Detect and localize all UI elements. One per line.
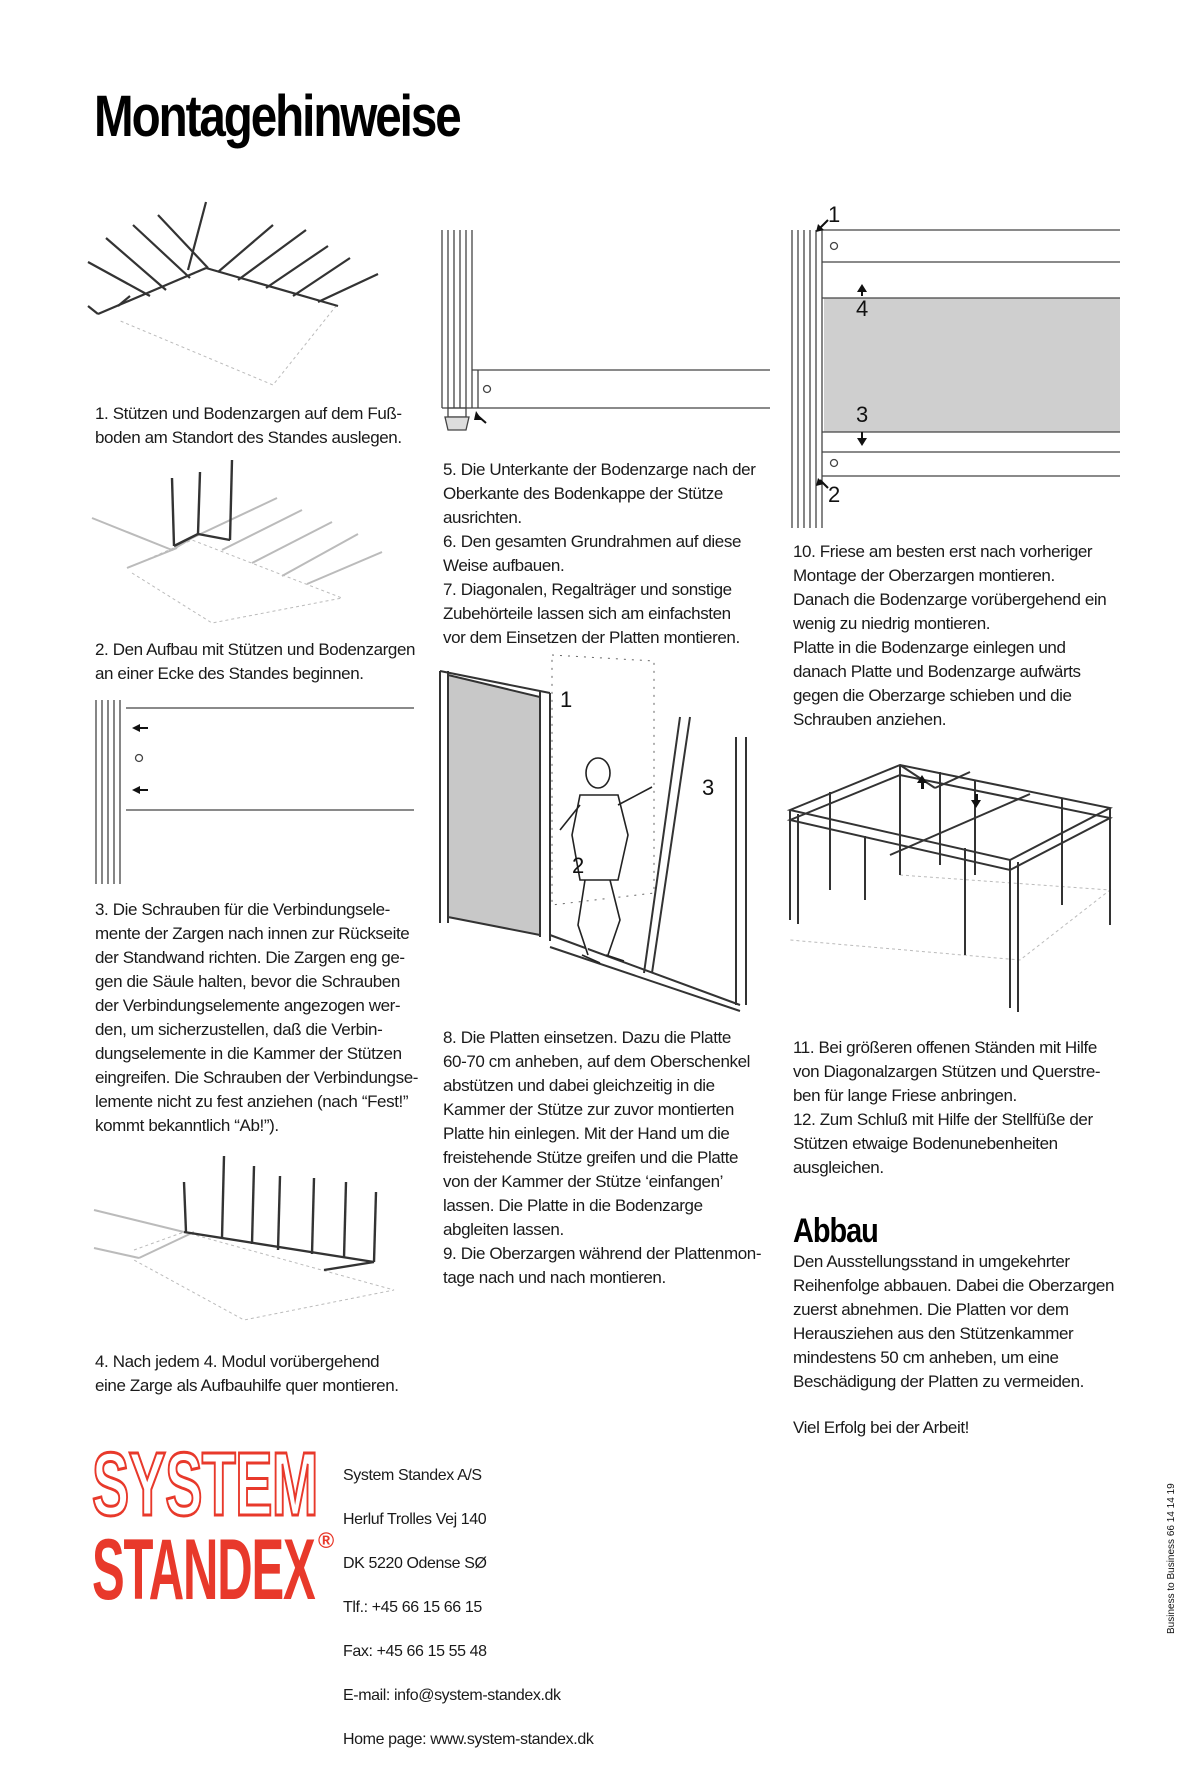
step-5-7-text: 5. Die Unterkante der Bodenzarge nach der Oberkante des Bodenkappe der Stütze ausrichten. 6. Den gesamten Grundrahmen auf diese Weise aufbauen. 7. Diagonalen, Regalträger und sonstige Zubehörteile lassen sich am einfachsten vor dem Einsetzen der Platten montieren. [443,460,756,647]
step-8-9-text: 8. Die Platten einsetzen. Dazu die Platte 60-70 cm anheben, auf dem Oberschenkel abstützen und dabei gleichzeitig in die Kammer der Stütze zur zuvor montierten Platte hin einlegen. Mit der Hand um die freistehende Stütze greifen und die Platte von der Kammer der Stütze ‘einfangen’ lassen. Die Platte in die Bodenzarge abgleiten lassen. 9. Die Oberzargen während der Plattenmon- tage nach und nach montieren. [443,1028,762,1287]
step-11-12-text: 11. Bei größeren offenen Ständen mit Hilfe von Diagonalzargen Stützen und Querstre- ben für lange Friese anbringen. 12. Zum Schluß mit Hilfe der Stellfüße der Stützen etwaige Bodenunebenheiten ausgleichen. [793,1038,1101,1177]
sidebar-note: Business to Business 66 14 14 19 [1166,1483,1177,1634]
fig10-label-4: 4 [856,296,869,321]
abbau-heading: Abbau [793,1212,878,1250]
contact-block [343,1443,593,1773]
fig10-label-2: 2 [828,482,841,507]
contact-email[interactable]: E-mail: info@system-standex.dk [343,1687,561,1704]
step-10-text: 10. Friese am besten erst nach vorheriger Montage der Oberzargen montieren. Danach die Bodenzarge vorübergehend ein wenig zu niedrig montieren. Platte in die Bodenzarge einlegen und danach Platte und Bodenzarge aufwärts gegen die Oberzarge schieben und die Schrauben anziehen. [793,542,1107,729]
figure-step-5 [440,230,770,440]
abbau-closing: Viel Erfolg bei der Arbeit! [793,1418,969,1437]
figure-step-11 [790,750,1120,1020]
abbau-text: Den Ausstellungsstand in umgekehrter Reihenfolge abbauen. Dabei die Oberzargen zuerst abnehmen. Die Platten vor dem Herausziehen aus den Stützenkammer mindestens 50 cm anheben, um eine Beschädigung der Platten zu vermeiden. [793,1252,1115,1391]
step-1-text: 1. Stützen und Bodenzargen auf dem Fuß- boden am Standort des Standes auslegen. [95,404,402,447]
fig8-label-3: 3 [702,775,715,800]
contact-phone: Tlf.: +45 66 15 66 15 [343,1599,482,1616]
step-4-text: 4. Nach jedem 4. Modul vorübergehend eine Zarge als Aufbauhilfe quer montieren. [95,1352,399,1395]
figure-step-1 [88,210,418,390]
logo-standex: STANDEX [92,1522,315,1618]
contact-fax: Fax: +45 66 15 55 48 [343,1643,487,1660]
page-title: Montagehinweise [94,84,460,149]
figure-step-8 [440,655,770,1015]
contact-city: DK 5220 Odense SØ [343,1555,487,1572]
fig10-label-1: 1 [828,202,841,227]
logo-system: SYSTEM [92,1435,318,1535]
contact-street: Herluf Trolles Vej 140 [343,1511,487,1528]
registered-mark: ® [318,1528,335,1553]
contact-company: System Standex A/S [343,1467,482,1484]
figure-step-3 [94,700,414,885]
contact-web[interactable]: Home page: www.system-standex.dk [343,1731,594,1748]
step-3-text: 3. Die Schrauben für die Verbindungsele- mente der Zargen nach innen zur Rückseite der Standwand richten. Die Zargen eng ge- gen die Säule halten, bevor die Schrauben der Verbindungselemente angezogen wer- den, um sicherzustellen, daß die Verbin- dungselemente in die Kammer der Stützen eingreifen. Die Schrauben der Verbindungse- lemente nicht zu fest anziehen (nach “Fest!” kommt bekanntlich “Ab!”). [95,900,419,1135]
figure-step-2 [92,458,402,628]
step-2-text: 2. Den Aufbau mit Stützen und Bodenzargen an einer Ecke des Standes beginnen. [95,640,416,683]
fig8-label-1: 1 [560,687,573,712]
figure-step-4 [94,1140,404,1320]
figure-step-10 [790,200,1120,530]
fig8-label-2: 2 [572,853,585,878]
fig10-label-3: 3 [856,402,869,427]
